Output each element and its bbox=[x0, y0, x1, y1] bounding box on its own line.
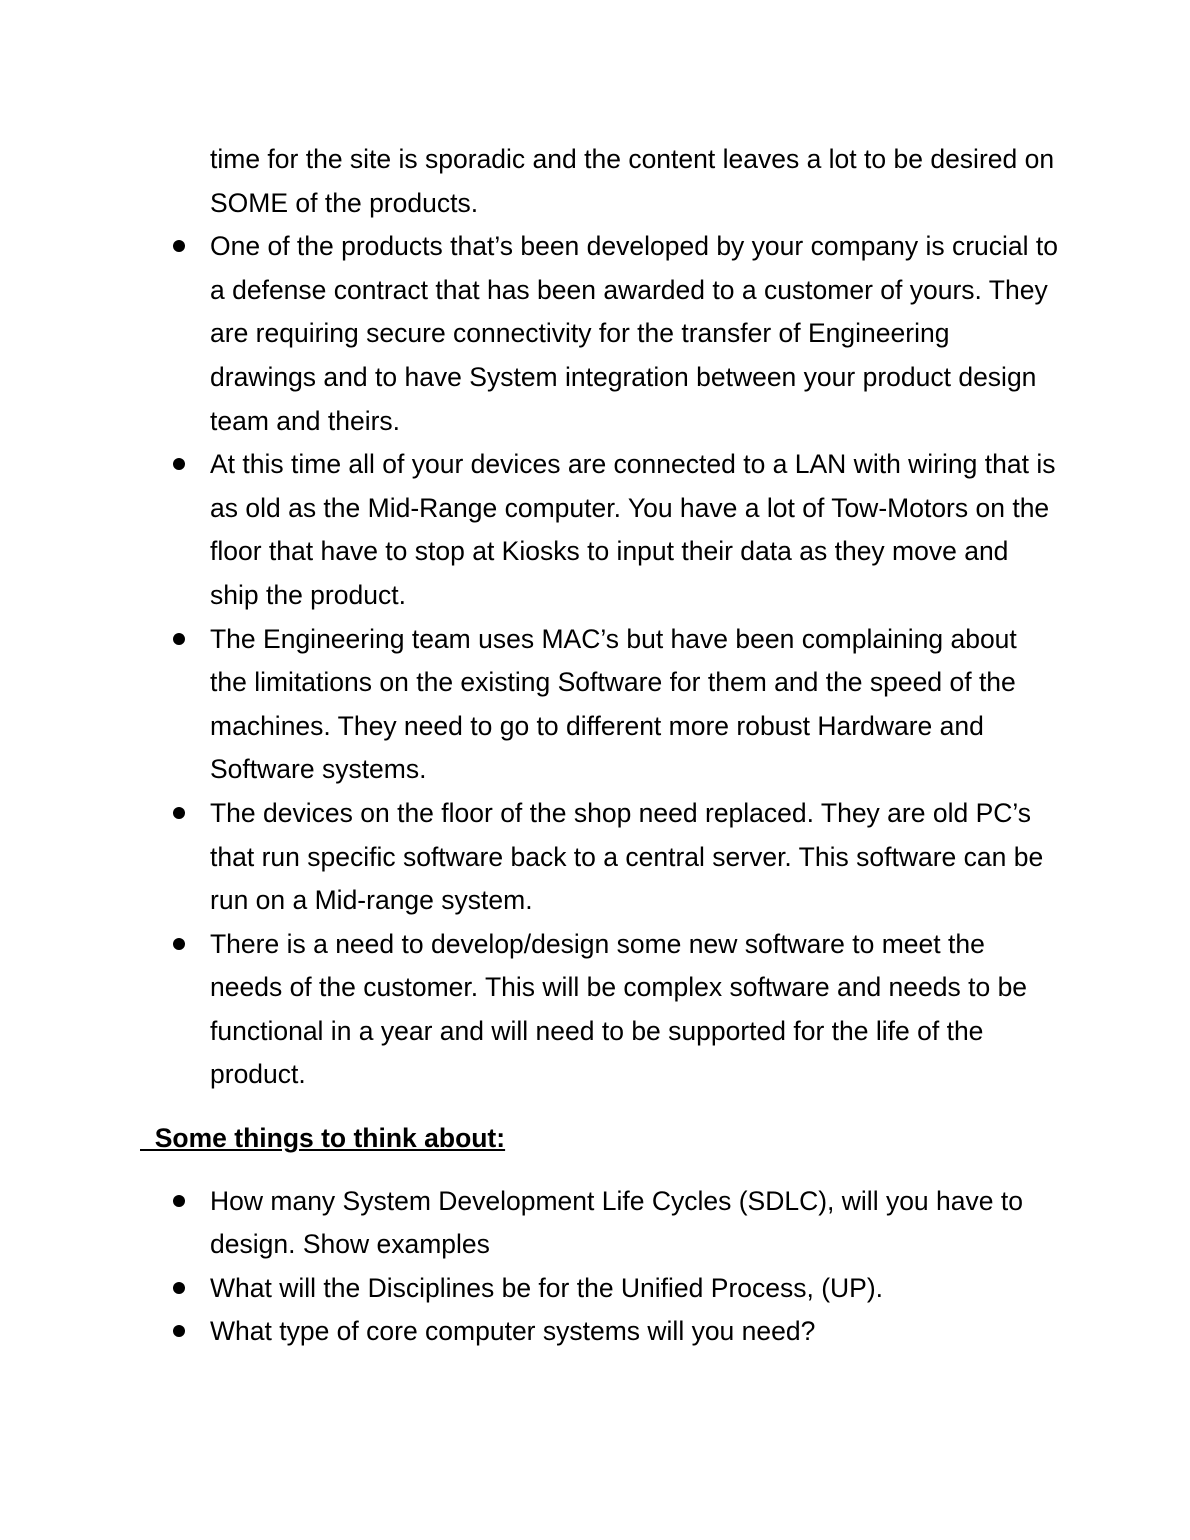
list-item-text: There is a need to develop/design some new software to meet the needs of the customer. This will be complex software and needs to be functional in a year and will need to be supported for the life of the product. bbox=[210, 928, 1028, 1090]
bullet-icon bbox=[173, 458, 185, 470]
list-item-text: The devices on the floor of the shop need replaced. They are old PC’s that run specific software back to a central server. This software can be run on a Mid-range system. bbox=[210, 797, 1044, 916]
list-item bbox=[140, 443, 1060, 617]
list-item bbox=[140, 618, 1060, 792]
bullet-icon bbox=[173, 633, 185, 645]
situation-bullet-list bbox=[140, 225, 1060, 1097]
list-item bbox=[140, 923, 1060, 1097]
list-item-text: What type of core computer systems will you need? bbox=[210, 1316, 816, 1347]
list-item bbox=[140, 1267, 1060, 1311]
list-item bbox=[140, 1310, 1060, 1354]
continuation-paragraph: time for the site is sporadic and the content leaves a lot to be desired on SOME of the products. bbox=[210, 144, 1055, 218]
list-item-text: At this time all of your devices are connected to a LAN with wiring that is as old as the Mid-Range computer. You have a lot of Tow-Motors on the floor that have to stop at Kiosks to input their data as they move and ship the product. bbox=[210, 449, 1056, 610]
section-heading: Some things to think about: bbox=[140, 1123, 506, 1154]
bullet-icon bbox=[173, 1325, 185, 1337]
list-item-text: What will the Disciplines be for the Unified Process, (UP). bbox=[210, 1272, 884, 1303]
bullet-icon bbox=[173, 938, 185, 950]
bullet-icon bbox=[173, 1195, 185, 1207]
list-item bbox=[140, 1180, 1060, 1267]
bullet-icon bbox=[173, 807, 185, 819]
bullet-icon bbox=[173, 1282, 185, 1294]
question-bullet-list bbox=[140, 1180, 1060, 1354]
list-item-text: One of the products that’s been developed by your company is crucial to a defense contract that has been awarded to a customer of yours. They are requiring secure connectivity for the transfer of Engineering drawings and to have System integration between your product design team and theirs. bbox=[210, 231, 1059, 436]
list-item-text: How many System Development Life Cycles (SDLC), will you have to design. Show examples bbox=[210, 1185, 1023, 1260]
list-item bbox=[140, 225, 1060, 443]
list-item bbox=[140, 792, 1060, 923]
document-body bbox=[140, 138, 1060, 1354]
bullet-icon bbox=[173, 240, 185, 252]
list-item-text: The Engineering team uses MAC’s but have been complaining about the limitations on the existing Software for them and the speed of the machines. They need to go to different more robust Hardware and Software systems. bbox=[210, 623, 1017, 785]
